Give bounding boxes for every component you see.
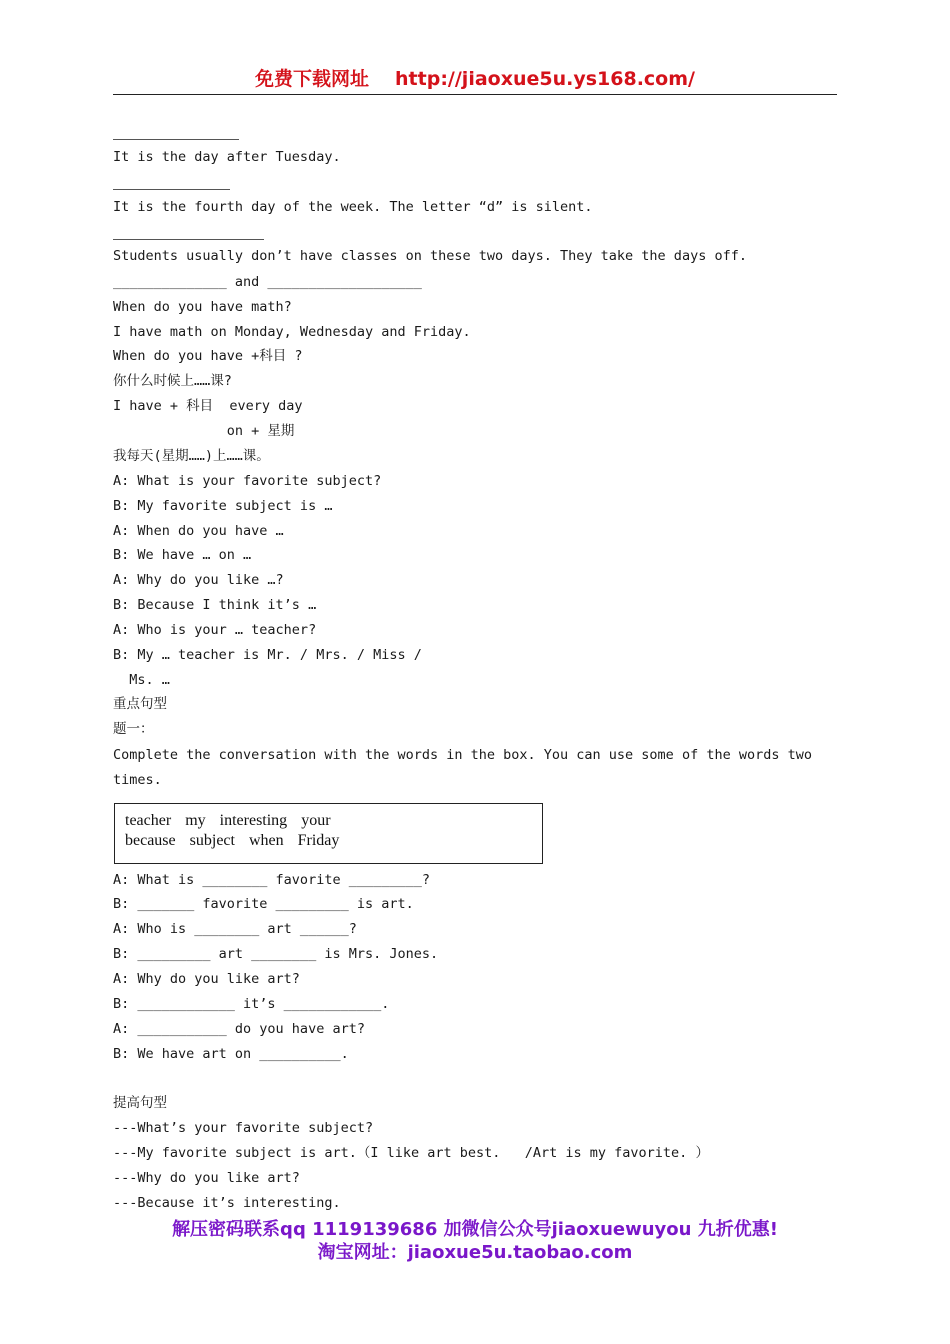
footer-shop-url[interactable]: 淘宝网址：jiaoxue5u.taobao.com [317,1242,633,1263]
footer-contact: 解压密码联系qq 1119139686 加微信公众号jiaoxuewuyou 九折优惠! [172,1219,778,1240]
word-box-row-2 [125,831,532,851]
exercise-line: B: ____________ it’s ____________. [113,996,390,1012]
exercise-line: A: ___________ do you have art? [113,1021,365,1037]
answer-blank-line [113,189,230,190]
answer-blank-line [113,239,264,240]
word-subject: subject [189,832,235,849]
header-label: 免费下载网址 [255,68,370,90]
pattern-question-cn: 你什么时候上……课? [113,373,232,389]
dialogue-line: B: We have … on … [113,547,252,563]
word-when: when [248,832,284,849]
exercise-line: B: We have art on __________. [113,1046,349,1062]
page-header [113,64,837,95]
advanced-line: ---Why do you like art? [113,1170,300,1186]
exercise-line: B: _______ favorite _________ is art. [113,896,414,912]
word-friday: Friday [297,832,340,849]
advanced-line: ---Because it’s interesting. [113,1195,341,1211]
header-url[interactable]: http://jiaoxue5u.ys168.com/ [395,68,695,90]
word-because: because [125,832,176,849]
instruction-line-1: Complete the conversation with the words in the box. You can use some of the words two [113,747,812,763]
key-sentences-heading: 重点句型 [113,696,167,712]
answer-math: I have math on Monday, Wednesday and Friday. [113,324,471,340]
exercise-line: A: Who is ________ art ______? [113,921,357,937]
instruction-line-2: times. [113,772,162,788]
dialogue-line: A: Who is your … teacher? [113,622,317,638]
dialogue-line: A: Why do you like …? [113,572,284,588]
exercise-line: A: Why do you like art? [113,971,300,987]
dialogue-line: A: When do you have … [113,523,284,539]
word-box [114,803,543,864]
advanced-sentences-heading: 提高句型 [113,1095,167,1111]
exercise-line: B: _________ art ________ is Mrs. Jones. [113,946,439,962]
dialogue-line: A: What is your favorite subject? [113,473,382,489]
clue-wednesday: It is the fourth day of the week. The letter “d” is silent. [113,199,593,215]
weekend-blanks: ______________ and ___________________ [113,274,422,290]
exercise-line: A: What is ________ favorite _________? [113,872,430,888]
pattern-answer-1: I have + 科目 every day [113,398,303,414]
pattern-answer-2: on + 星期 [113,423,295,439]
word-your: your [301,812,331,829]
clue-weekend: Students usually don’t have classes on these two days. They take the days off. [113,248,747,264]
pattern-answer-cn: 我每天(星期……)上……课。 [113,448,270,464]
dialogue-line: Ms. … [113,672,170,688]
clue-tuesday: It is the day after Tuesday. [113,149,341,165]
dialogue-line: B: Because I think it’s … [113,597,317,613]
advanced-line: ---My favorite subject is art.（I like art best. /Art is my favorite. ） [113,1145,709,1161]
dialogue-line: B: My … teacher is Mr. / Mrs. / Miss / [113,647,422,663]
word-teacher: teacher [125,812,172,829]
pattern-question: When do you have +科目 ? [113,348,303,364]
dialogue-line: B: My favorite subject is … [113,498,333,514]
question-math: When do you have math? [113,299,292,315]
task-label: 题一： [113,721,154,737]
advanced-line: ---What’s your favorite subject? [113,1120,374,1136]
word-my: my [185,812,206,829]
word-box-row-1 [125,811,532,831]
word-interesting: interesting [219,812,288,829]
answer-blank-line [113,139,239,140]
